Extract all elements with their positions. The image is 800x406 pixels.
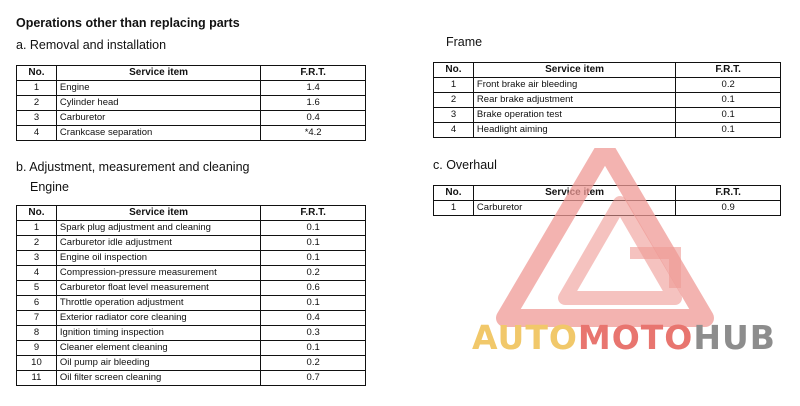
table-row <box>17 371 366 386</box>
cell-service-item: Exterior radiator core cleaning <box>56 311 260 326</box>
cell-frt: 0.3 <box>261 326 366 341</box>
table-row <box>17 356 366 371</box>
cell-service-item: Rear brake adjustment <box>473 93 675 108</box>
engine-table <box>16 205 366 386</box>
cell-no: 3 <box>17 251 57 266</box>
table-row <box>434 78 781 93</box>
cell-service-item: Cylinder head <box>56 96 260 111</box>
table-row <box>17 296 366 311</box>
column-header-service-item: Service item <box>56 206 260 221</box>
section-c-label: c. Overhaul <box>433 158 497 172</box>
engine-label: Engine <box>30 180 69 194</box>
column-header-no: No. <box>17 66 57 81</box>
cell-no: 11 <box>17 371 57 386</box>
cell-frt: 0.6 <box>261 281 366 296</box>
cell-no: 10 <box>17 356 57 371</box>
cell-no: 1 <box>17 81 57 96</box>
cell-frt: 0.1 <box>261 221 366 236</box>
cell-service-item: Oil pump air bleeding <box>56 356 260 371</box>
cell-service-item: Compression-pressure measurement <box>56 266 260 281</box>
page-title: Operations other than replacing parts <box>16 16 240 30</box>
cell-no: 4 <box>434 123 474 138</box>
column-header-frt: F.R.T. <box>676 186 781 201</box>
cell-no: 6 <box>17 296 57 311</box>
table-row <box>17 281 366 296</box>
column-header-no: No. <box>17 206 57 221</box>
cell-service-item: Brake operation test <box>473 108 675 123</box>
cell-frt: 0.2 <box>261 266 366 281</box>
table-row <box>17 81 366 96</box>
watermark-part-moto: MOTO <box>577 318 694 357</box>
cell-frt: 0.4 <box>261 311 366 326</box>
cell-service-item: Carburetor float level measurement <box>56 281 260 296</box>
cell-service-item: Cleaner element cleaning <box>56 341 260 356</box>
cell-no: 9 <box>17 341 57 356</box>
column-header-service-item: Service item <box>473 63 675 78</box>
watermark-part-auto: AUTO <box>472 318 578 357</box>
table-row <box>17 221 366 236</box>
cell-no: 2 <box>17 96 57 111</box>
cell-service-item: Ignition timing inspection <box>56 326 260 341</box>
table-row <box>434 123 781 138</box>
cell-service-item: Crankcase separation <box>56 126 260 141</box>
cell-service-item: Throttle operation adjustment <box>56 296 260 311</box>
overhaul-table <box>433 185 781 216</box>
table-row <box>17 126 366 141</box>
cell-frt: 0.1 <box>261 236 366 251</box>
cell-service-item: Oil filter screen cleaning <box>56 371 260 386</box>
cell-no: 7 <box>17 311 57 326</box>
cell-frt: 0.2 <box>676 78 781 93</box>
table-row <box>434 201 781 216</box>
section-b-label: b. Adjustment, measurement and cleaning <box>16 160 250 174</box>
cell-service-item: Headlight aiming <box>473 123 675 138</box>
cell-frt: 0.4 <box>261 111 366 126</box>
frame-label: Frame <box>446 35 483 49</box>
cell-service-item: Carburetor <box>473 201 675 216</box>
cell-frt: 0.1 <box>261 296 366 311</box>
cell-frt: 1.6 <box>261 96 366 111</box>
cell-frt: 0.1 <box>261 341 366 356</box>
table-row <box>17 251 366 266</box>
table-row <box>17 96 366 111</box>
table-row <box>17 266 366 281</box>
table-row <box>17 311 366 326</box>
cell-frt: 0.1 <box>676 108 781 123</box>
column-header-frt: F.R.T. <box>261 206 366 221</box>
column-header-service-item: Service item <box>56 66 260 81</box>
cell-no: 4 <box>17 266 57 281</box>
cell-no: 1 <box>434 201 474 216</box>
column-header-service-item: Service item <box>473 186 675 201</box>
column-header-no: No. <box>434 186 474 201</box>
table-row <box>17 111 366 126</box>
watermark-text <box>472 318 776 357</box>
cell-service-item: Engine <box>56 81 260 96</box>
table-row <box>17 341 366 356</box>
cell-frt: *4.2 <box>261 126 366 141</box>
cell-frt: 1.4 <box>261 81 366 96</box>
table-row <box>434 108 781 123</box>
table-row <box>17 326 366 341</box>
table-row <box>434 93 781 108</box>
column-header-frt: F.R.T. <box>676 63 781 78</box>
cell-no: 4 <box>17 126 57 141</box>
cell-no: 1 <box>434 78 474 93</box>
frame-table <box>433 62 781 138</box>
cell-no: 3 <box>434 108 474 123</box>
cell-service-item: Carburetor <box>56 111 260 126</box>
cell-frt: 0.1 <box>261 251 366 266</box>
cell-frt: 0.2 <box>261 356 366 371</box>
column-header-frt: F.R.T. <box>261 66 366 81</box>
cell-no: 5 <box>17 281 57 296</box>
watermark-part-hub: HUB <box>693 318 776 357</box>
cell-no: 8 <box>17 326 57 341</box>
cell-frt: 0.9 <box>676 201 781 216</box>
cell-no: 2 <box>17 236 57 251</box>
removal-table <box>16 65 366 141</box>
cell-frt: 0.1 <box>676 93 781 108</box>
cell-service-item: Spark plug adjustment and cleaning <box>56 221 260 236</box>
cell-frt: 0.1 <box>676 123 781 138</box>
section-a-label: a. Removal and installation <box>16 38 167 52</box>
cell-service-item: Engine oil inspection <box>56 251 260 266</box>
cell-service-item: Front brake air bleeding <box>473 78 675 93</box>
cell-no: 2 <box>434 93 474 108</box>
cell-no: 3 <box>17 111 57 126</box>
cell-frt: 0.7 <box>261 371 366 386</box>
table-row <box>17 236 366 251</box>
cell-service-item: Carburetor idle adjustment <box>56 236 260 251</box>
column-header-no: No. <box>434 63 474 78</box>
cell-no: 1 <box>17 221 57 236</box>
